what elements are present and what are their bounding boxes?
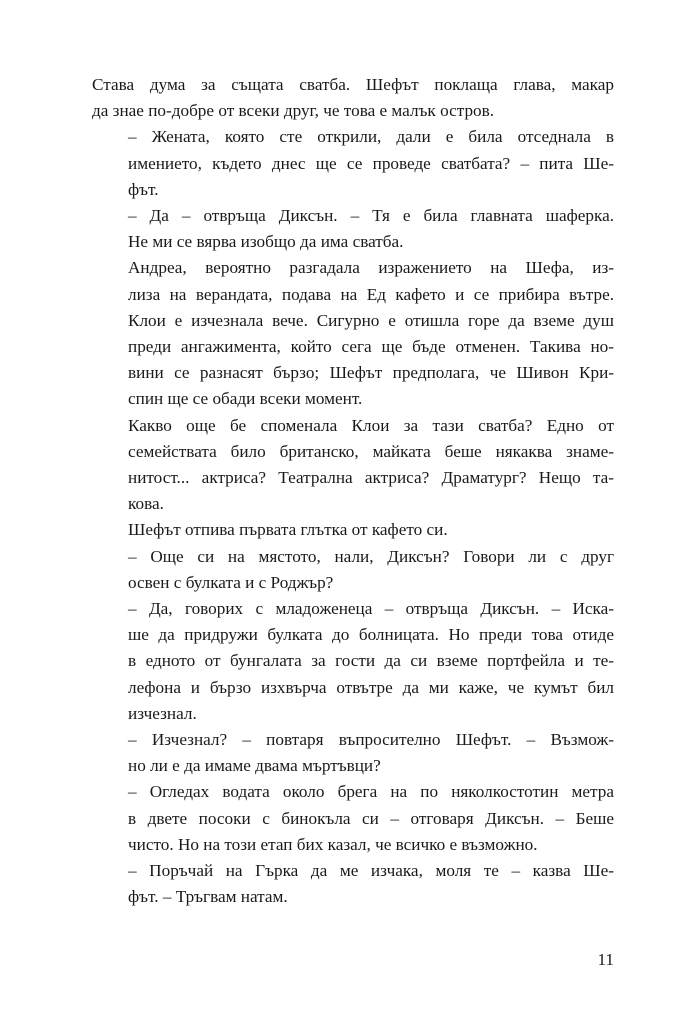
text-line: в двете посоки с бинокъла си – отговаря Диксън. – Беше [128, 808, 614, 828]
text-line: да знае по-добре от всеки друг, че това е малък остров. [92, 101, 495, 121]
text-line: фът. – Тръгвам натам. [128, 887, 288, 907]
paragraph [92, 255, 614, 412]
text-line: лиза на верандата, подава на Ед кафето и се прибира вътре. [128, 284, 614, 304]
text-line: фът. [128, 179, 159, 199]
text-line: Клои е изчезнала вече. Сигурно е отишла горе да вземе душ [128, 310, 614, 330]
text-line: ше да придружи булката до болницата. Но преди това отиде [128, 625, 614, 645]
paragraph [92, 779, 614, 858]
paragraph [92, 596, 614, 727]
text-line: – Да, говорих с младоженеца – отвръща Диксън. – Иска- [128, 599, 614, 619]
paragraph [92, 413, 614, 518]
text-line: изчезнал. [128, 703, 197, 723]
text-line: – Още си на мястото, нали, Диксън? Говори ли с друг [128, 546, 614, 566]
text-line: нитост... актриса? Театрална актриса? Драматург? Нещо та- [128, 468, 614, 488]
text-line: освен с булката и с Роджър? [128, 572, 334, 592]
text-line: – Огледах водата около брега на по няколкостотин метра [128, 782, 614, 802]
body-text [92, 72, 614, 911]
paragraph [92, 544, 614, 596]
text-line: Андреа, вероятно разгадала изражението на Шефа, из- [128, 258, 614, 278]
paragraph [92, 858, 614, 910]
paragraph [92, 727, 614, 779]
page-number: 11 [597, 950, 614, 969]
text-line: в едното от бунгалата за гости да си вземе портфейла и те- [128, 651, 614, 671]
text-line: Шефът отпива първата глътка от кафето си. [128, 520, 448, 540]
text-line: преди ангажимента, който сега ще бъде отменен. Такива но- [128, 337, 614, 357]
paragraph [92, 72, 614, 124]
text-line: – Да – отвръща Диксън. – Тя е била главната шаферка. [128, 206, 614, 226]
text-line: спин ще се обади всеки момент. [128, 389, 363, 409]
text-line: чисто. Но на този етап бих казал, че всичко е възможно. [128, 834, 538, 854]
text-line: Какво още бе споменала Клои за тази сватба? Едно от [128, 415, 614, 435]
paragraph [92, 203, 614, 255]
text-line: – Поръчай на Гърка да ме изчака, моля те – казва Ше- [128, 861, 614, 881]
text-line: но ли е да имаме двама мъртъвци? [128, 756, 381, 776]
text-line: Става дума за същата сватба. Шефът поклаща глава, макар [92, 75, 614, 94]
text-line: семействата било британско, майката беше някаква знаме- [128, 441, 614, 461]
paragraph [92, 517, 614, 543]
text-line: имението, където днес ще се проведе сватбата? – пита Ше- [128, 153, 614, 173]
text-line: Не ми се вярва изобщо да има сватба. [128, 232, 404, 252]
text-line: лефона и бързо изхвърча отвътре да ми каже, че кумът бил [128, 677, 614, 697]
text-line: вини се разнасят бързо; Шефът предполага, че Шивон Кри- [128, 363, 614, 383]
paragraph [92, 124, 614, 203]
text-line: – Изчезнал? – повтаря въпросително Шефът. – Възмож- [128, 730, 614, 750]
text-line: кова. [128, 494, 164, 514]
text-line: – Жената, която сте открили, дали е била отседнала в [128, 127, 614, 147]
